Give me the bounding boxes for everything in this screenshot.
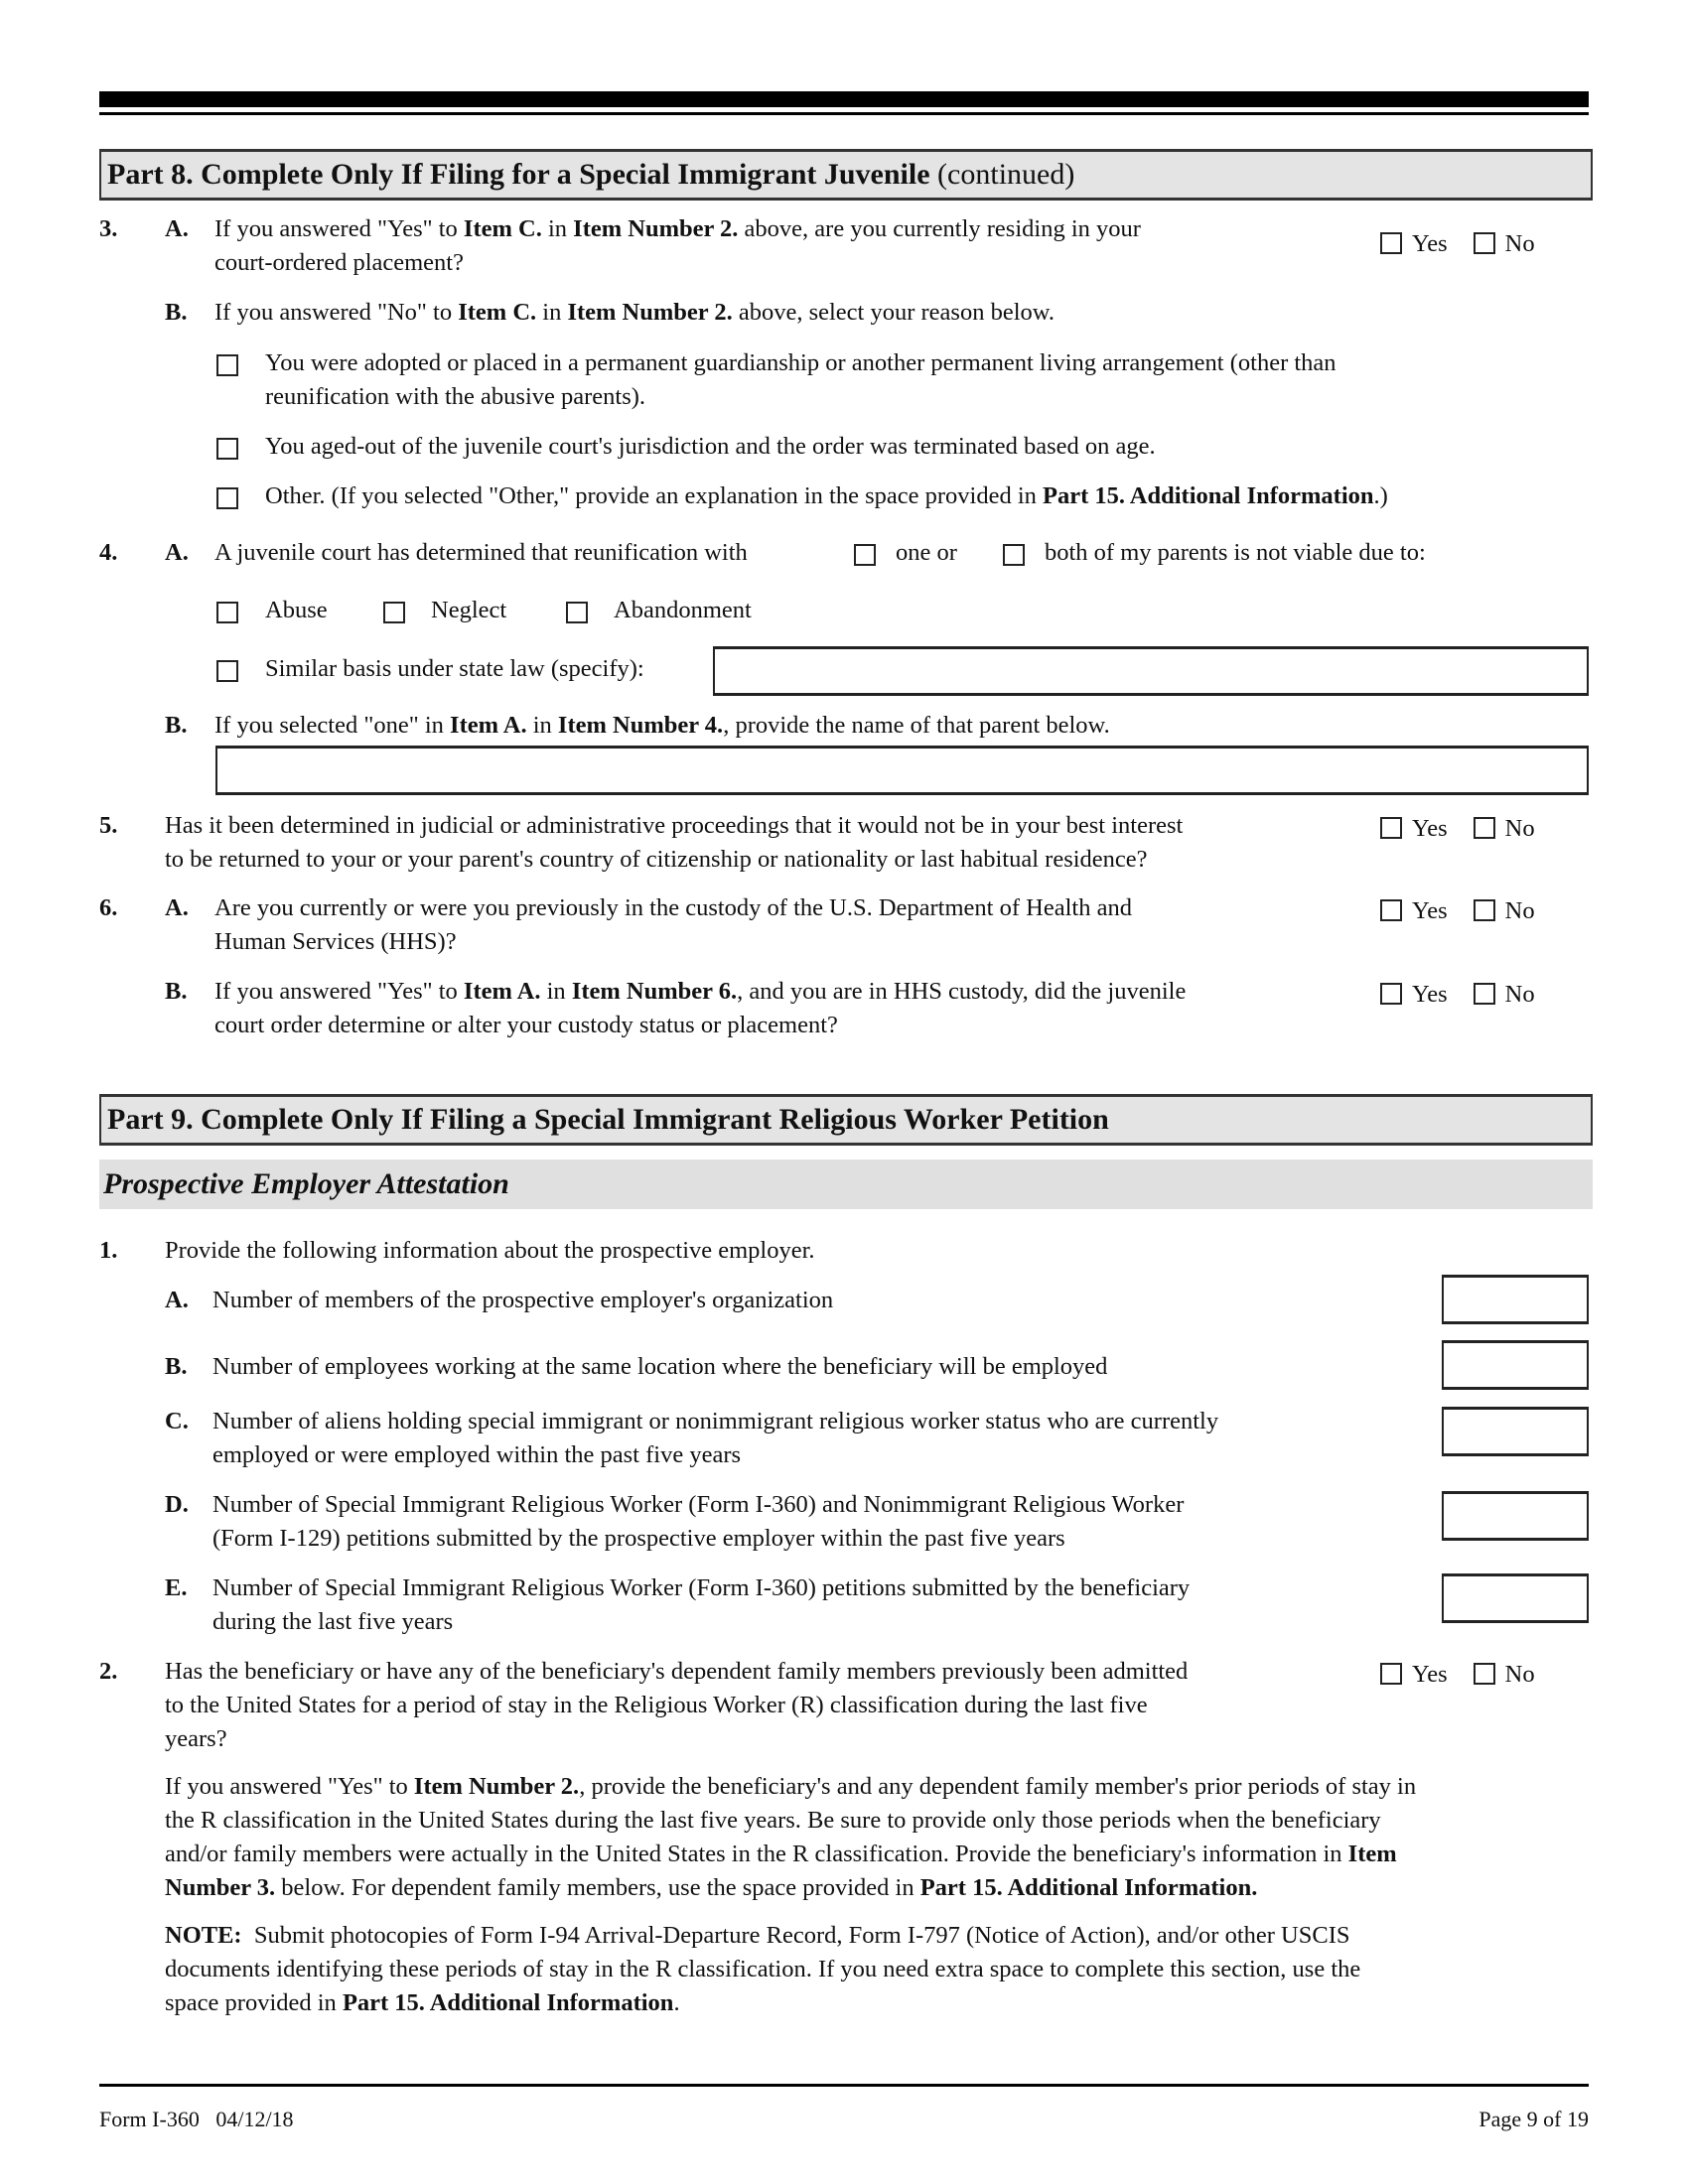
part9-1c-aliens-input[interactable] (1442, 1407, 1589, 1456)
item-4b-parent-name-input[interactable] (215, 746, 1589, 795)
item-4a-similar-checkbox[interactable] (216, 660, 238, 682)
item-number-3: 3. (99, 215, 118, 242)
yes-label: Yes (1412, 230, 1448, 257)
header-thick-rule (99, 91, 1589, 107)
footer-form-id: Form I-360 04/12/18 (99, 2107, 294, 2131)
item-3a-yes-checkbox[interactable] (1380, 232, 1402, 254)
item-6b-letter: B. (165, 978, 188, 1005)
item-4a-both-checkbox[interactable] (1003, 544, 1025, 566)
item-5-no-checkbox[interactable] (1474, 817, 1495, 839)
item-3b-option-other: Other. (If you selected "Other," provide an explanation in the space provided in Part 15. Additional Information.) (265, 482, 1388, 509)
yes-label: Yes (1412, 897, 1448, 924)
item-4a-abandonment-row (566, 600, 588, 627)
item-6a-letter: A. (165, 894, 189, 921)
item-3b-agedout-checkbox[interactable] (216, 438, 238, 460)
part9-1b-employees-input[interactable] (1442, 1340, 1589, 1390)
part8-header (99, 149, 1593, 201)
item-4a-both-label: both of my parents is not viable due to: (1045, 539, 1426, 566)
item-4a-similar-label: Similar basis under state law (specify): (265, 655, 644, 682)
item-3a-letter: A. (165, 215, 189, 242)
item-5-yes-no (1380, 815, 1561, 843)
item-3b-option-agedout: You aged-out of the juvenile court's jurisdiction and the order was terminated based on age. (265, 433, 1156, 460)
item-4a-question: A juvenile court has determined that reunification with (214, 539, 748, 566)
part9-note: NOTE: Submit photocopies of Form I-94 Arrival-Departure Record, Form I-797 (Notice of Action), and/or other USCIS documents identifying these periods of stay in the R classification. If you need extra space to complete this section, use the space provided in Part 15. Additional Information. (165, 1922, 1361, 2016)
part9-1d-petitions-employer-input[interactable] (1442, 1491, 1589, 1541)
item-6a-yes-no (1380, 897, 1561, 925)
item-4a-one-label: one or (896, 539, 957, 566)
part9-item-2-question: Has the beneficiary or have any of the beneficiary's dependent family members previously been admitted to the United States for a period of stay in the Religious Worker (R) classification during the last five years? (165, 1658, 1189, 1752)
prospective-employer-subheader: Prospective Employer Attestation (99, 1160, 1593, 1209)
item-4a-both-row (1003, 542, 1025, 570)
header-thin-rule (99, 112, 1589, 115)
item-4a-abuse-row (216, 600, 238, 627)
yes-label: Yes (1412, 815, 1448, 842)
part9-item-number-2: 2. (99, 1658, 118, 1685)
yes-label: Yes (1412, 1661, 1448, 1688)
part9-1d-letter: D. (165, 1491, 189, 1518)
part9-item-2-no-checkbox[interactable] (1474, 1663, 1495, 1685)
part9-1a-label: Number of members of the prospective employer's organization (212, 1287, 834, 1313)
part9-1a-members-input[interactable] (1442, 1275, 1589, 1324)
item-5-yes-checkbox[interactable] (1380, 817, 1402, 839)
item-4a-abuse-checkbox[interactable] (216, 602, 238, 623)
no-label: No (1504, 230, 1535, 257)
item-4b-question: If you selected "one" in Item A. in Item Number 4., provide the name of that parent below. (214, 712, 1110, 739)
item-3b-option-adopted: You were adopted or placed in a permanent guardianship or another permanent living arrangement (other than reunification with the abusive parents). (265, 349, 1336, 410)
item-4a-similar-specify-input[interactable] (713, 646, 1589, 696)
no-label: No (1504, 1661, 1535, 1688)
item-4a-abandonment-checkbox[interactable] (566, 602, 588, 623)
item-3a-no-checkbox[interactable] (1474, 232, 1495, 254)
item-3a-yes-no (1380, 230, 1561, 258)
item-3b-adopted-checkbox[interactable] (216, 354, 238, 376)
part9-1a-letter: A. (165, 1287, 189, 1313)
item-4a-similar-row (216, 658, 238, 686)
item-number-6: 6. (99, 894, 118, 921)
item-4a-letter: A. (165, 539, 189, 566)
no-label: No (1504, 897, 1535, 924)
part9-item-2-instructions: If you answered "Yes" to Item Number 2., provide the beneficiary's and any dependent family member's prior periods of stay in the R classification in the United States during the last five years. Be sure to provide only those periods when the beneficiary and/or family members were actually in the United States in the R classification. Provide the beneficiary's information in Item Number 3. below. For dependent family members, use the space provided in Part 15. Additional Information. (165, 1773, 1417, 1901)
item-6b-yes-no (1380, 981, 1561, 1009)
item-3b-option-agedout-row (216, 436, 238, 464)
no-label: No (1504, 815, 1535, 842)
part8-continued: (continued) (929, 158, 1075, 191)
item-6a-question: Are you currently or were you previously in the custody of the U.S. Department of Health and Human Services (HHS)? (214, 894, 1132, 955)
item-4a-abuse-label: Abuse (265, 597, 328, 623)
part9-1c-letter: C. (165, 1408, 189, 1434)
item-6b-no-checkbox[interactable] (1474, 983, 1495, 1005)
item-3a-question: If you answered "Yes" to Item C. in Item Number 2. above, are you currently residing in your court-ordered placement? (214, 215, 1141, 276)
part9-1e-petitions-beneficiary-input[interactable] (1442, 1573, 1589, 1623)
item-6a-no-checkbox[interactable] (1474, 899, 1495, 921)
item-4a-neglect-row (383, 600, 405, 627)
part9-item-2-yes-checkbox[interactable] (1380, 1663, 1402, 1685)
item-5-question: Has it been determined in judicial or administrative proceedings that it would not be in your best interest to be returned to your or your parent's country of citizenship or nationality or last habitual residence? (165, 812, 1184, 873)
item-3b-question: If you answered "No" to Item C. in Item Number 2. above, select your reason below. (214, 299, 1055, 326)
item-4a-neglect-checkbox[interactable] (383, 602, 405, 623)
item-number-4: 4. (99, 539, 118, 566)
item-4a-one-row (854, 542, 876, 570)
item-4a-one-checkbox[interactable] (854, 544, 876, 566)
item-3b-letter: B. (165, 299, 188, 326)
item-3b-option-adopted-row (216, 352, 238, 380)
part9-header: Part 9. Complete Only If Filing a Special Immigrant Religious Worker Petition (99, 1094, 1593, 1146)
footer-rule (99, 2084, 1589, 2087)
part9-item-number-1: 1. (99, 1237, 118, 1264)
part9-1c-label: Number of aliens holding special immigrant or nonimmigrant religious worker status who are currently employed or were employed within the past five years (212, 1408, 1219, 1468)
part9-1b-label: Number of employees working at the same location where the beneficiary will be employed (212, 1353, 1108, 1380)
item-3b-option-other-row (216, 485, 238, 513)
part9-1d-label: Number of Special Immigrant Religious Worker (Form I-360) and Nonimmigrant Religious Worker (Form I-129) petitions submitted by the prospective employer within the past five years (212, 1491, 1185, 1552)
footer-page-number: Page 9 of 19 (1478, 2107, 1589, 2131)
part8-title: Part 8. Complete Only If Filing for a Special Immigrant Juvenile (107, 158, 930, 191)
no-label: No (1504, 981, 1535, 1008)
item-3b-other-checkbox[interactable] (216, 487, 238, 509)
item-6b-yes-checkbox[interactable] (1380, 983, 1402, 1005)
item-4b-letter: B. (165, 712, 188, 739)
item-4a-neglect-label: Neglect (431, 597, 507, 623)
yes-label: Yes (1412, 981, 1448, 1008)
part9-item-1-text: Provide the following information about the prospective employer. (165, 1237, 815, 1264)
part9-1e-letter: E. (165, 1574, 188, 1601)
item-4a-abandonment-label: Abandonment (614, 597, 752, 623)
item-6b-question: If you answered "Yes" to Item A. in Item Number 6., and you are in HHS custody, did the juvenile court order determine or alter your custody status or placement? (214, 978, 1187, 1038)
part9-1e-label: Number of Special Immigrant Religious Worker (Form I-360) petitions submitted by the beneficiary during the last five years (212, 1574, 1191, 1635)
item-number-5: 5. (99, 812, 118, 839)
item-6a-yes-checkbox[interactable] (1380, 899, 1402, 921)
part9-item-2-yes-no (1380, 1661, 1561, 1689)
part9-1b-letter: B. (165, 1353, 188, 1380)
